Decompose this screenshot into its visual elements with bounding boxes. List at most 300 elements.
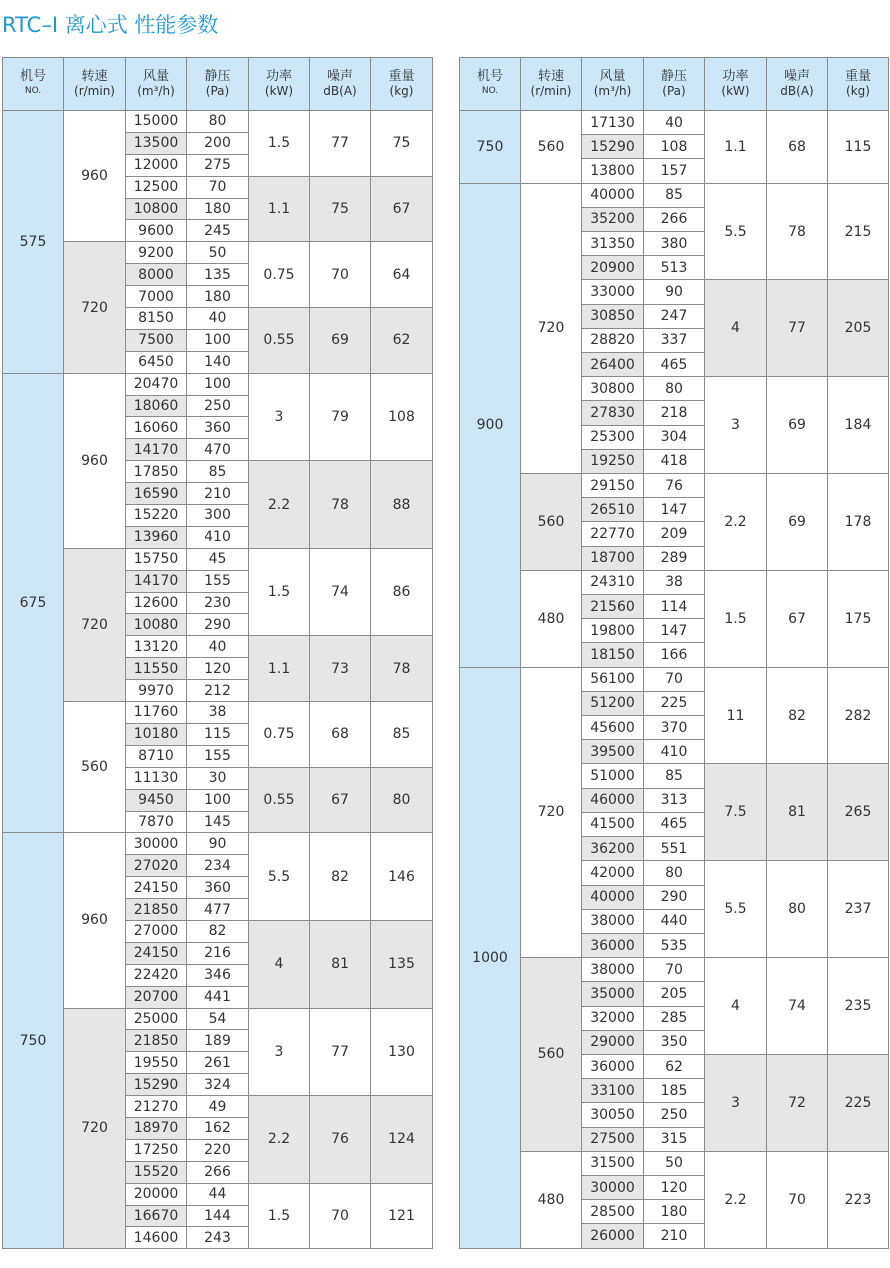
noise-cell: 77	[310, 111, 371, 177]
static-pressure-cell: 147	[644, 619, 705, 643]
noise-cell: 78	[767, 183, 828, 280]
weight-cell: 178	[828, 474, 889, 571]
static-pressure-cell: 245	[187, 220, 249, 242]
table-row	[460, 958, 889, 982]
static-pressure-cell: 108	[644, 135, 705, 159]
static-pressure-cell: 30	[187, 767, 249, 789]
static-pressure-cell: 155	[187, 570, 249, 592]
airflow-cell: 25000	[126, 1008, 187, 1030]
airflow-cell: 18700	[582, 546, 644, 570]
power-cell: 0.55	[249, 767, 310, 833]
airflow-cell: 22420	[126, 964, 187, 986]
power-cell: 5.5	[705, 183, 767, 280]
noise-cell: 74	[310, 548, 371, 636]
power-cell: 1.5	[249, 548, 310, 636]
airflow-cell: 11760	[126, 702, 187, 724]
static-pressure-cell: 155	[187, 745, 249, 767]
airflow-cell: 19550	[126, 1052, 187, 1074]
static-pressure-cell: 140	[187, 351, 249, 373]
static-pressure-cell: 100	[187, 329, 249, 351]
noise-cell: 68	[767, 111, 828, 184]
static-pressure-cell: 162	[187, 1117, 249, 1139]
static-pressure-cell: 247	[644, 304, 705, 328]
noise-cell: 69	[310, 308, 371, 374]
power-cell: 0.75	[249, 242, 310, 308]
page-title: RTC–I 离心式 性能参数	[2, 13, 219, 37]
header-row	[3, 58, 433, 111]
static-pressure-cell: 360	[187, 417, 249, 439]
static-pressure-cell: 85	[644, 764, 705, 788]
weight-cell: 175	[828, 570, 889, 667]
header-weight: 重量 (kg)	[371, 58, 433, 111]
power-cell: 7.5	[705, 764, 767, 861]
speed-cell: 720	[64, 548, 126, 701]
airflow-cell: 8150	[126, 308, 187, 330]
table-row	[3, 373, 433, 395]
table-body-right	[460, 111, 889, 1249]
power-cell: 3	[705, 377, 767, 474]
airflow-cell: 27000	[126, 920, 187, 942]
static-pressure-cell: 410	[644, 740, 705, 764]
static-pressure-cell: 380	[644, 232, 705, 256]
noise-cell: 78	[310, 461, 371, 549]
power-cell: 1.5	[249, 1183, 310, 1249]
airflow-cell: 20470	[126, 373, 187, 395]
static-pressure-cell: 250	[644, 1103, 705, 1127]
static-pressure-cell: 261	[187, 1052, 249, 1074]
static-pressure-cell: 220	[187, 1139, 249, 1161]
header-model: 机号 NO.	[3, 58, 64, 111]
airflow-cell: 21850	[126, 1030, 187, 1052]
airflow-cell: 13800	[582, 159, 644, 183]
static-pressure-cell: 120	[187, 658, 249, 680]
static-pressure-cell: 210	[187, 483, 249, 505]
weight-cell: 215	[828, 183, 889, 280]
airflow-cell: 24150	[126, 877, 187, 899]
airflow-cell: 12600	[126, 592, 187, 614]
weight-cell: 237	[828, 861, 889, 958]
speed-cell: 720	[521, 667, 582, 957]
noise-cell: 68	[310, 702, 371, 768]
static-pressure-cell: 135	[187, 264, 249, 286]
speed-cell: 720	[521, 183, 582, 473]
static-pressure-cell: 210	[644, 1224, 705, 1249]
static-pressure-cell: 144	[187, 1205, 249, 1227]
noise-cell: 70	[767, 1151, 828, 1248]
weight-cell: 184	[828, 377, 889, 474]
airflow-cell: 20900	[582, 256, 644, 280]
airflow-cell: 12000	[126, 154, 187, 176]
noise-cell: 76	[310, 1096, 371, 1184]
noise-cell: 81	[767, 764, 828, 861]
airflow-cell: 15520	[126, 1161, 187, 1183]
power-cell: 1.1	[249, 176, 310, 242]
power-cell: 5.5	[705, 861, 767, 958]
static-pressure-cell: 290	[187, 614, 249, 636]
static-pressure-cell: 477	[187, 899, 249, 921]
speed-cell: 560	[521, 474, 582, 571]
static-pressure-cell: 80	[644, 377, 705, 401]
airflow-cell: 24150	[126, 942, 187, 964]
airflow-cell: 17850	[126, 461, 187, 483]
airflow-cell: 6450	[126, 351, 187, 373]
airflow-cell: 9450	[126, 789, 187, 811]
table-row	[3, 111, 433, 133]
airflow-cell: 36200	[582, 837, 644, 861]
airflow-cell: 7500	[126, 329, 187, 351]
power-cell: 2.2	[705, 1151, 767, 1248]
airflow-cell: 21850	[126, 899, 187, 921]
static-pressure-cell: 410	[187, 526, 249, 548]
airflow-cell: 40000	[582, 885, 644, 909]
static-pressure-cell: 44	[187, 1183, 249, 1205]
static-pressure-cell: 266	[187, 1161, 249, 1183]
airflow-cell: 18150	[582, 643, 644, 667]
airflow-cell: 8710	[126, 745, 187, 767]
speed-cell: 480	[521, 1151, 582, 1248]
model-number-cell: 675	[3, 373, 64, 833]
airflow-cell: 29000	[582, 1030, 644, 1054]
static-pressure-cell: 218	[644, 401, 705, 425]
airflow-cell: 13120	[126, 636, 187, 658]
static-pressure-cell: 62	[644, 1054, 705, 1078]
weight-cell: 85	[371, 702, 433, 768]
header-power: 功率 (kW)	[705, 58, 767, 111]
static-pressure-cell: 243	[187, 1227, 249, 1249]
static-pressure-cell: 157	[644, 159, 705, 183]
airflow-cell: 56100	[582, 667, 644, 691]
airflow-cell: 28500	[582, 1200, 644, 1224]
power-cell: 3	[249, 373, 310, 461]
airflow-cell: 19800	[582, 619, 644, 643]
airflow-cell: 29150	[582, 474, 644, 498]
weight-cell: 146	[371, 833, 433, 921]
static-pressure-cell: 315	[644, 1127, 705, 1151]
power-cell: 1.1	[249, 636, 310, 702]
static-pressure-cell: 266	[644, 207, 705, 231]
airflow-cell: 15290	[126, 1074, 187, 1096]
airflow-cell: 16670	[126, 1205, 187, 1227]
static-pressure-cell: 418	[644, 449, 705, 473]
static-pressure-cell: 346	[187, 964, 249, 986]
header-noise: 噪声 dB(A)	[767, 58, 828, 111]
airflow-cell: 31350	[582, 232, 644, 256]
power-cell: 2.2	[705, 474, 767, 571]
static-pressure-cell: 54	[187, 1008, 249, 1030]
static-pressure-cell: 180	[644, 1200, 705, 1224]
header-flow: 风量 (m³/h)	[582, 58, 644, 111]
airflow-cell: 41500	[582, 812, 644, 836]
header-row	[460, 58, 889, 111]
power-cell: 2.2	[249, 1096, 310, 1184]
airflow-cell: 20000	[126, 1183, 187, 1205]
static-pressure-cell: 275	[187, 154, 249, 176]
noise-cell: 67	[310, 767, 371, 833]
static-pressure-cell: 200	[187, 132, 249, 154]
model-number-cell: 900	[460, 183, 521, 667]
airflow-cell: 26000	[582, 1224, 644, 1249]
noise-cell: 79	[310, 373, 371, 461]
static-pressure-cell: 40	[187, 636, 249, 658]
weight-cell: 80	[371, 767, 433, 833]
static-pressure-cell: 80	[187, 111, 249, 133]
static-pressure-cell: 216	[187, 942, 249, 964]
airflow-cell: 28820	[582, 328, 644, 352]
table-row	[460, 667, 889, 691]
airflow-cell: 25300	[582, 425, 644, 449]
noise-cell: 82	[767, 667, 828, 764]
noise-cell: 70	[310, 1183, 371, 1249]
airflow-cell: 9970	[126, 680, 187, 702]
airflow-cell: 7000	[126, 286, 187, 308]
airflow-cell: 33000	[582, 280, 644, 304]
power-cell: 0.75	[249, 702, 310, 768]
static-pressure-cell: 85	[644, 183, 705, 207]
static-pressure-cell: 465	[644, 353, 705, 377]
static-pressure-cell: 80	[644, 861, 705, 885]
airflow-cell: 17130	[582, 111, 644, 135]
airflow-cell: 35200	[582, 207, 644, 231]
weight-cell: 64	[371, 242, 433, 308]
weight-cell: 225	[828, 1054, 889, 1151]
airflow-cell: 36000	[582, 1054, 644, 1078]
static-pressure-cell: 49	[187, 1096, 249, 1118]
airflow-cell: 38000	[582, 909, 644, 933]
header-speed: 转速 (r/min)	[64, 58, 126, 111]
weight-cell: 282	[828, 667, 889, 764]
static-pressure-cell: 40	[644, 111, 705, 135]
airflow-cell: 13500	[126, 132, 187, 154]
static-pressure-cell: 230	[187, 592, 249, 614]
airflow-cell: 46000	[582, 788, 644, 812]
airflow-cell: 9200	[126, 242, 187, 264]
noise-cell: 77	[310, 1008, 371, 1096]
static-pressure-cell: 304	[644, 425, 705, 449]
power-cell: 5.5	[249, 833, 310, 921]
model-number-cell: 750	[460, 111, 521, 184]
model-number-cell: 575	[3, 111, 64, 374]
speed-cell: 960	[64, 833, 126, 1008]
static-pressure-cell: 70	[187, 176, 249, 198]
power-cell: 4	[249, 920, 310, 1008]
static-pressure-cell: 350	[644, 1030, 705, 1054]
airflow-cell: 51200	[582, 691, 644, 715]
airflow-cell: 10080	[126, 614, 187, 636]
airflow-cell: 10800	[126, 198, 187, 220]
static-pressure-cell: 535	[644, 933, 705, 957]
airflow-cell: 33100	[582, 1079, 644, 1103]
airflow-cell: 30050	[582, 1103, 644, 1127]
static-pressure-cell: 38	[187, 702, 249, 724]
noise-cell: 74	[767, 958, 828, 1055]
weight-cell: 223	[828, 1151, 889, 1248]
airflow-cell: 19250	[582, 449, 644, 473]
static-pressure-cell: 189	[187, 1030, 249, 1052]
power-cell: 3	[249, 1008, 310, 1096]
static-pressure-cell: 100	[187, 373, 249, 395]
airflow-cell: 20700	[126, 986, 187, 1008]
header-weight: 重量 (kg)	[828, 58, 889, 111]
static-pressure-cell: 70	[644, 667, 705, 691]
airflow-cell: 12500	[126, 176, 187, 198]
weight-cell: 115	[828, 111, 889, 184]
airflow-cell: 11130	[126, 767, 187, 789]
static-pressure-cell: 50	[187, 242, 249, 264]
airflow-cell: 26400	[582, 353, 644, 377]
airflow-cell: 7870	[126, 811, 187, 833]
static-pressure-cell: 76	[644, 474, 705, 498]
static-pressure-cell: 115	[187, 723, 249, 745]
weight-cell: 67	[371, 176, 433, 242]
static-pressure-cell: 120	[644, 1175, 705, 1199]
static-pressure-cell: 285	[644, 1006, 705, 1030]
power-cell: 4	[705, 958, 767, 1055]
power-cell: 3	[705, 1054, 767, 1151]
speed-cell: 720	[64, 1008, 126, 1249]
airflow-cell: 15750	[126, 548, 187, 570]
airflow-cell: 24310	[582, 570, 644, 594]
airflow-cell: 27830	[582, 401, 644, 425]
airflow-cell: 15000	[126, 111, 187, 133]
table-row	[3, 242, 433, 264]
airflow-cell: 42000	[582, 861, 644, 885]
noise-cell: 75	[310, 176, 371, 242]
noise-cell: 73	[310, 636, 371, 702]
static-pressure-cell: 551	[644, 837, 705, 861]
noise-cell: 70	[310, 242, 371, 308]
airflow-cell: 8000	[126, 264, 187, 286]
static-pressure-cell: 212	[187, 680, 249, 702]
static-pressure-cell: 90	[187, 833, 249, 855]
power-cell: 1.5	[249, 111, 310, 177]
table-row	[3, 702, 433, 724]
speed-cell: 560	[521, 958, 582, 1152]
header-speed: 转速 (r/min)	[521, 58, 582, 111]
weight-cell: 62	[371, 308, 433, 374]
airflow-cell: 21270	[126, 1096, 187, 1118]
static-pressure-cell: 300	[187, 505, 249, 527]
static-pressure-cell: 45	[187, 548, 249, 570]
noise-cell: 80	[767, 861, 828, 958]
static-pressure-cell: 313	[644, 788, 705, 812]
airflow-cell: 22770	[582, 522, 644, 546]
power-cell: 1.1	[705, 111, 767, 184]
model-number-cell: 750	[3, 833, 64, 1249]
airflow-cell: 31500	[582, 1151, 644, 1175]
noise-cell: 69	[767, 474, 828, 571]
airflow-cell: 26510	[582, 498, 644, 522]
airflow-cell: 27500	[582, 1127, 644, 1151]
header-power: 功率 (kW)	[249, 58, 310, 111]
weight-cell: 135	[371, 920, 433, 1008]
static-pressure-cell: 209	[644, 522, 705, 546]
airflow-cell: 17250	[126, 1139, 187, 1161]
table-row	[3, 833, 433, 855]
static-pressure-cell: 147	[644, 498, 705, 522]
noise-cell: 77	[767, 280, 828, 377]
static-pressure-cell: 205	[644, 982, 705, 1006]
airflow-cell: 30000	[126, 833, 187, 855]
speed-cell: 480	[521, 570, 582, 667]
static-pressure-cell: 440	[644, 909, 705, 933]
airflow-cell: 21560	[582, 595, 644, 619]
weight-cell: 108	[371, 373, 433, 461]
speed-cell: 560	[64, 702, 126, 833]
static-pressure-cell: 70	[644, 958, 705, 982]
noise-cell: 82	[310, 833, 371, 921]
table-row	[460, 570, 889, 594]
noise-cell: 81	[310, 920, 371, 1008]
weight-cell: 130	[371, 1008, 433, 1096]
speed-cell: 720	[64, 242, 126, 373]
power-cell: 1.5	[705, 570, 767, 667]
airflow-cell: 15290	[582, 135, 644, 159]
airflow-cell: 11550	[126, 658, 187, 680]
static-pressure-cell: 250	[187, 395, 249, 417]
weight-cell: 235	[828, 958, 889, 1055]
static-pressure-cell: 360	[187, 877, 249, 899]
airflow-cell: 10180	[126, 723, 187, 745]
static-pressure-cell: 100	[187, 789, 249, 811]
table-body-left	[3, 111, 433, 1249]
power-cell: 11	[705, 667, 767, 764]
airflow-cell: 14600	[126, 1227, 187, 1249]
static-pressure-cell: 513	[644, 256, 705, 280]
airflow-cell: 45600	[582, 716, 644, 740]
static-pressure-cell: 185	[644, 1079, 705, 1103]
airflow-cell: 35000	[582, 982, 644, 1006]
static-pressure-cell: 441	[187, 986, 249, 1008]
header-pressure: 静压 (Pa)	[644, 58, 705, 111]
airflow-cell: 18970	[126, 1117, 187, 1139]
model-number-cell: 1000	[460, 667, 521, 1248]
airflow-cell: 18060	[126, 395, 187, 417]
noise-cell: 67	[767, 570, 828, 667]
static-pressure-cell: 470	[187, 439, 249, 461]
noise-cell: 72	[767, 1054, 828, 1151]
static-pressure-cell: 370	[644, 716, 705, 740]
weight-cell: 78	[371, 636, 433, 702]
airflow-cell: 27020	[126, 855, 187, 877]
static-pressure-cell: 290	[644, 885, 705, 909]
speed-cell: 960	[64, 111, 126, 242]
airflow-cell: 36000	[582, 933, 644, 957]
speed-cell: 560	[521, 111, 582, 184]
static-pressure-cell: 180	[187, 198, 249, 220]
weight-cell: 86	[371, 548, 433, 636]
header-pressure: 静压 (Pa)	[187, 58, 249, 111]
static-pressure-cell: 324	[187, 1074, 249, 1096]
airflow-cell: 14170	[126, 570, 187, 592]
power-cell: 2.2	[249, 461, 310, 549]
static-pressure-cell: 166	[644, 643, 705, 667]
static-pressure-cell: 337	[644, 328, 705, 352]
airflow-cell: 51000	[582, 764, 644, 788]
header-noise: 噪声 dB(A)	[310, 58, 371, 111]
airflow-cell: 40000	[582, 183, 644, 207]
table-row	[3, 1008, 433, 1030]
header-flow: 风量 (m³/h)	[126, 58, 187, 111]
airflow-cell: 15220	[126, 505, 187, 527]
noise-cell: 69	[767, 377, 828, 474]
static-pressure-cell: 38	[644, 570, 705, 594]
weight-cell: 124	[371, 1096, 433, 1184]
header-model: 机号 NO.	[460, 58, 521, 111]
airflow-cell: 30000	[582, 1175, 644, 1199]
table-row	[3, 548, 433, 570]
airflow-cell: 39500	[582, 740, 644, 764]
static-pressure-cell: 465	[644, 812, 705, 836]
